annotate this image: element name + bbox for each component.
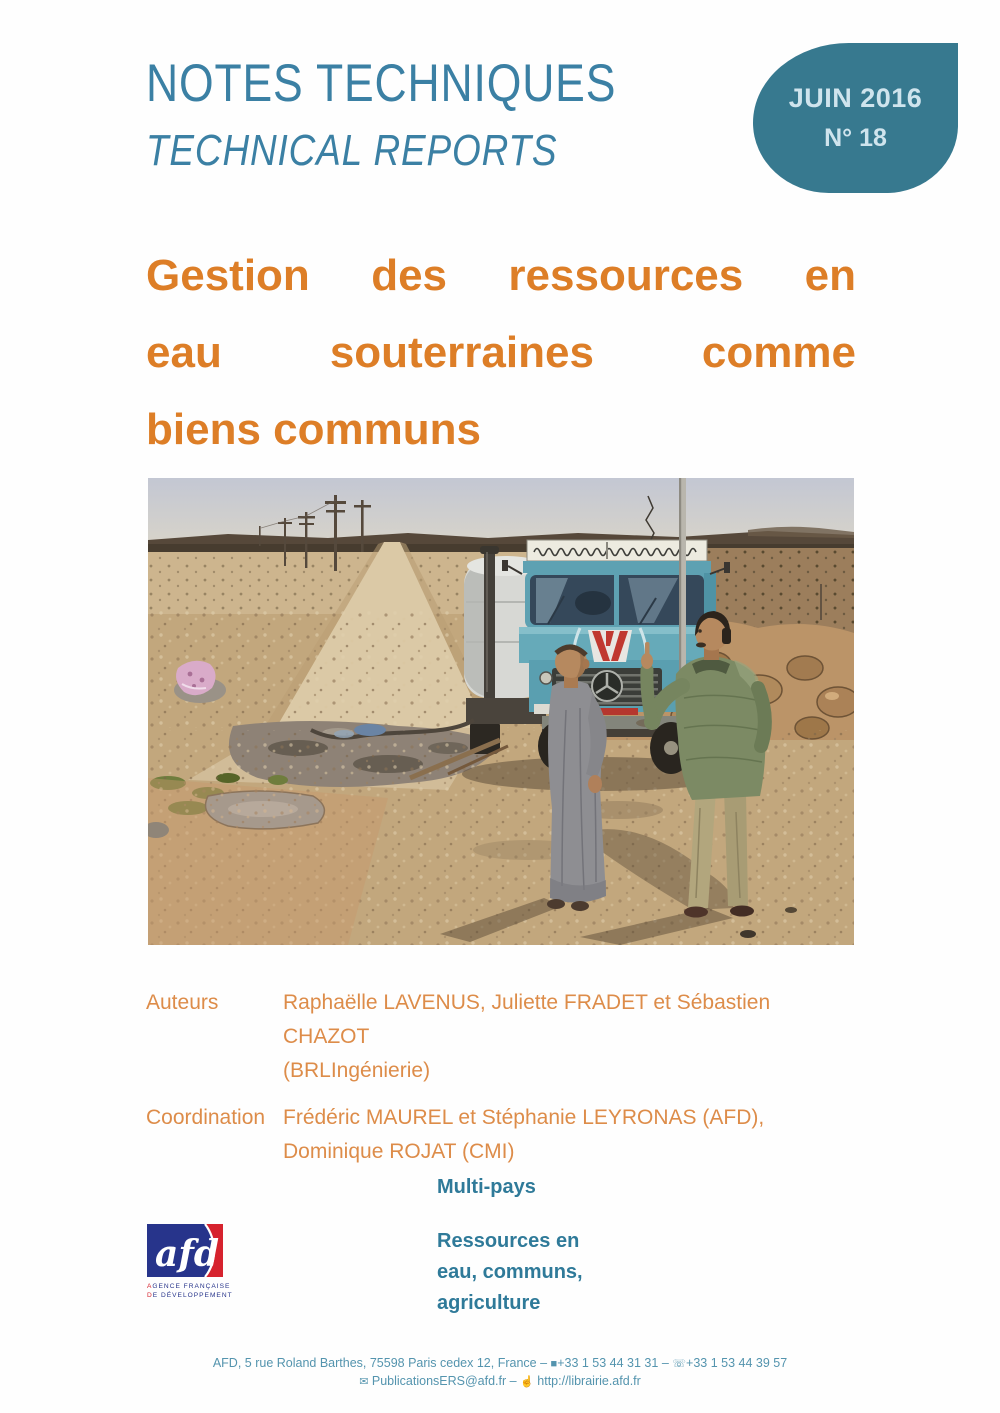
series-title: NOTES TECHNIQUES — [146, 54, 617, 113]
cover-photo — [148, 478, 854, 945]
issue-badge — [753, 43, 958, 193]
footer-line-1: AFD, 5 rue Roland Barthes, 75598 Paris cedex 12, France – ■+33 1 53 44 31 31 – ☏+33 1 53 44 39 57 — [212, 1356, 788, 1370]
afd-caption-2: DE DÉVELOPPEMENT — [147, 1292, 233, 1299]
web-pointer-icon: ☝ — [520, 1376, 534, 1388]
footer-email: PublicationsERS@afd.fr — [371, 1374, 507, 1388]
footer-address: AFD, 5 rue Roland Barthes, 75598 Paris cedex 12, France — [212, 1356, 537, 1370]
coordination-label: Coordination — [146, 1106, 266, 1129]
theme-tag-line: agriculture — [437, 1292, 541, 1314]
coordination-row — [146, 1101, 858, 1169]
issue-date: JUIN 2016 — [788, 83, 923, 113]
title-word: comme — [701, 327, 856, 377]
report-title-line: biens communs — [146, 405, 481, 454]
footer-phone: +33 1 53 44 31 31 — [557, 1356, 659, 1370]
envelope-icon: ✉ — [359, 1376, 369, 1388]
authors-names: Raphaëlle LAVENUS, Juliette FRADET et Sébastien CHAZOT (BRLIngénierie) — [283, 991, 771, 1082]
theme-tag-line: Ressources en — [437, 1230, 580, 1252]
authors-block — [146, 986, 858, 1182]
footer-line-2: ✉ PublicationsERS@afd.fr – ☝ http://librairie.afd.fr — [359, 1374, 641, 1388]
report-title-line — [146, 237, 856, 314]
tags-block — [437, 1176, 583, 1319]
country-tag: Multi-pays — [437, 1176, 536, 1198]
authors-row — [146, 986, 858, 1088]
title-word: souterraines — [329, 327, 594, 377]
masthead — [146, 54, 706, 176]
title-word: eau — [146, 327, 222, 377]
footer — [0, 1355, 1000, 1391]
afd-logo — [147, 1224, 257, 1307]
footer-website: http://librairie.afd.fr — [537, 1374, 641, 1388]
tall-pole — [679, 478, 686, 690]
afd-wordmark: afd — [155, 1233, 219, 1275]
afd-caption-1: AGENCE FRANÇAISE — [147, 1283, 231, 1290]
footer-fax: +33 1 53 44 39 57 — [686, 1356, 788, 1370]
coordination-names: Frédéric MAUREL et Stéphanie LEYRONAS (AFD), Dominique ROJAT (CMI) — [283, 1106, 765, 1163]
title-word: en — [804, 250, 856, 300]
phone-icon: ■ — [550, 1358, 558, 1370]
authors-label: Auteurs — [146, 991, 219, 1014]
title-word: Gestion — [146, 250, 310, 300]
issue-number: N° 18 — [824, 124, 887, 152]
title-word: des — [371, 250, 448, 300]
afd-logo-graphic — [147, 1224, 257, 1302]
series-subtitle: TECHNICAL REPORTS — [146, 126, 558, 175]
fax-icon: ☏ — [672, 1358, 687, 1370]
report-title-line — [146, 314, 856, 391]
theme-tag-line: eau, communs, — [437, 1261, 583, 1283]
report-title — [146, 237, 856, 468]
title-word: ressources — [508, 250, 744, 300]
cover-photo-scene — [148, 478, 854, 945]
